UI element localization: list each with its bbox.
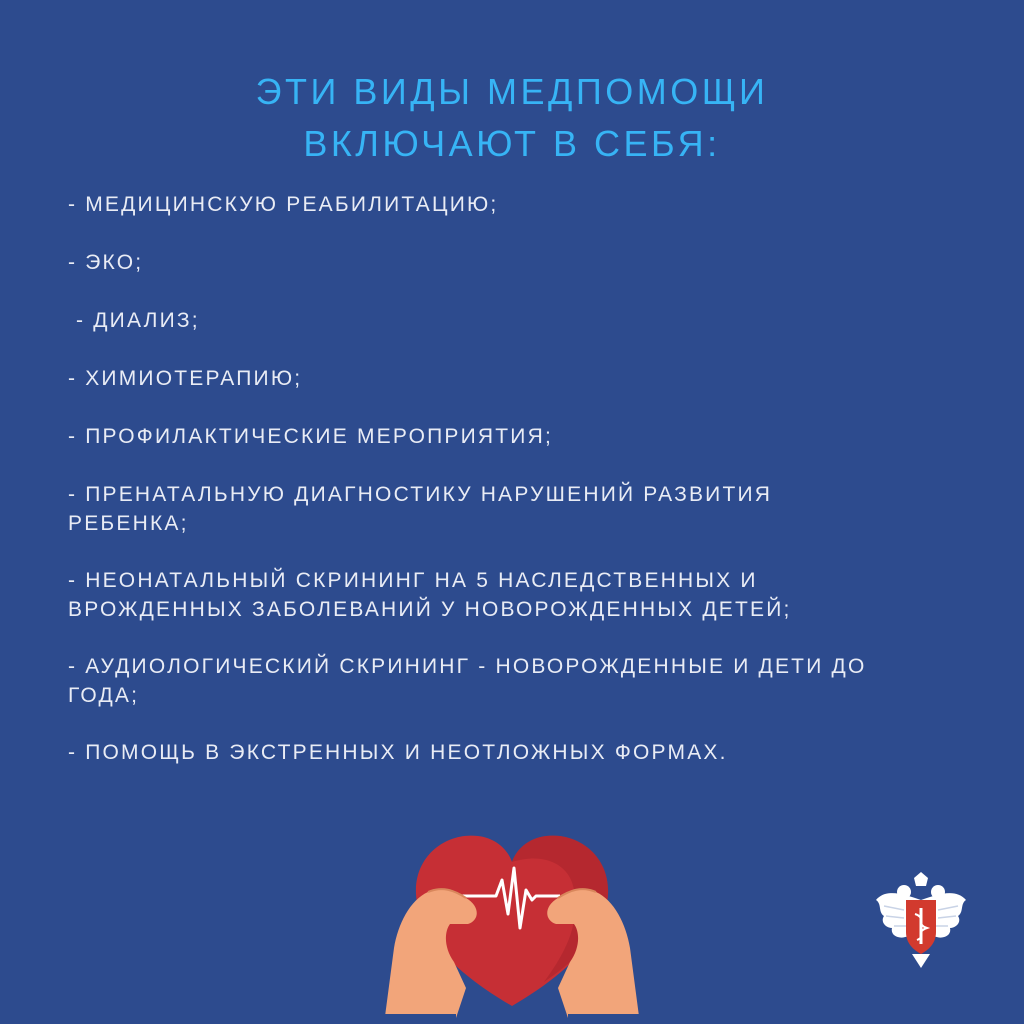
double-headed-eagle-emblem-icon: [874, 870, 968, 974]
list-item: - ПРЕНАТАЛЬНУЮ ДИАГНОСТИКУ НАРУШЕНИЙ РАЗВИТИЯ РЕБЕНКА;: [68, 483, 773, 535]
page-title: [0, 66, 1024, 170]
list-item: - ДИАЛИЗ;: [68, 309, 200, 332]
list-item: - МЕДИЦИНСКУЮ РЕАБИЛИТАЦИЮ;: [68, 193, 499, 216]
list-item: - НЕОНАТАЛЬНЫЙ СКРИНИНГ НА 5 НАСЛЕДСТВЕННЫХ И ВРОЖДЕННЫХ ЗАБОЛЕВАНИЙ У НОВОРОЖДЕННЫХ ДЕТЕЙ;: [68, 569, 792, 621]
list-item: - ЭКО;: [68, 251, 144, 274]
list-item: - ПОМОЩЬ В ЭКСТРЕННЫХ И НЕОТЛОЖНЫХ ФОРМАХ.: [68, 741, 728, 764]
title-line-1: ЭТИ ВИДЫ МЕДПОМОЩИ: [255, 71, 769, 112]
hands-holding-heart-icon: [384, 828, 640, 1024]
list-item: - АУДИОЛОГИЧЕСКИЙ СКРИНИНГ - НОВОРОЖДЕННЫЕ И ДЕТИ ДО ГОДА;: [68, 655, 867, 707]
title-line-2: ВКЛЮЧАЮТ В СЕБЯ:: [303, 123, 721, 164]
list-item: - ПРОФИЛАКТИЧЕСКИЕ МЕРОПРИЯТИЯ;: [68, 425, 554, 448]
list-item: - ХИМИОТЕРАПИЮ;: [68, 367, 303, 390]
